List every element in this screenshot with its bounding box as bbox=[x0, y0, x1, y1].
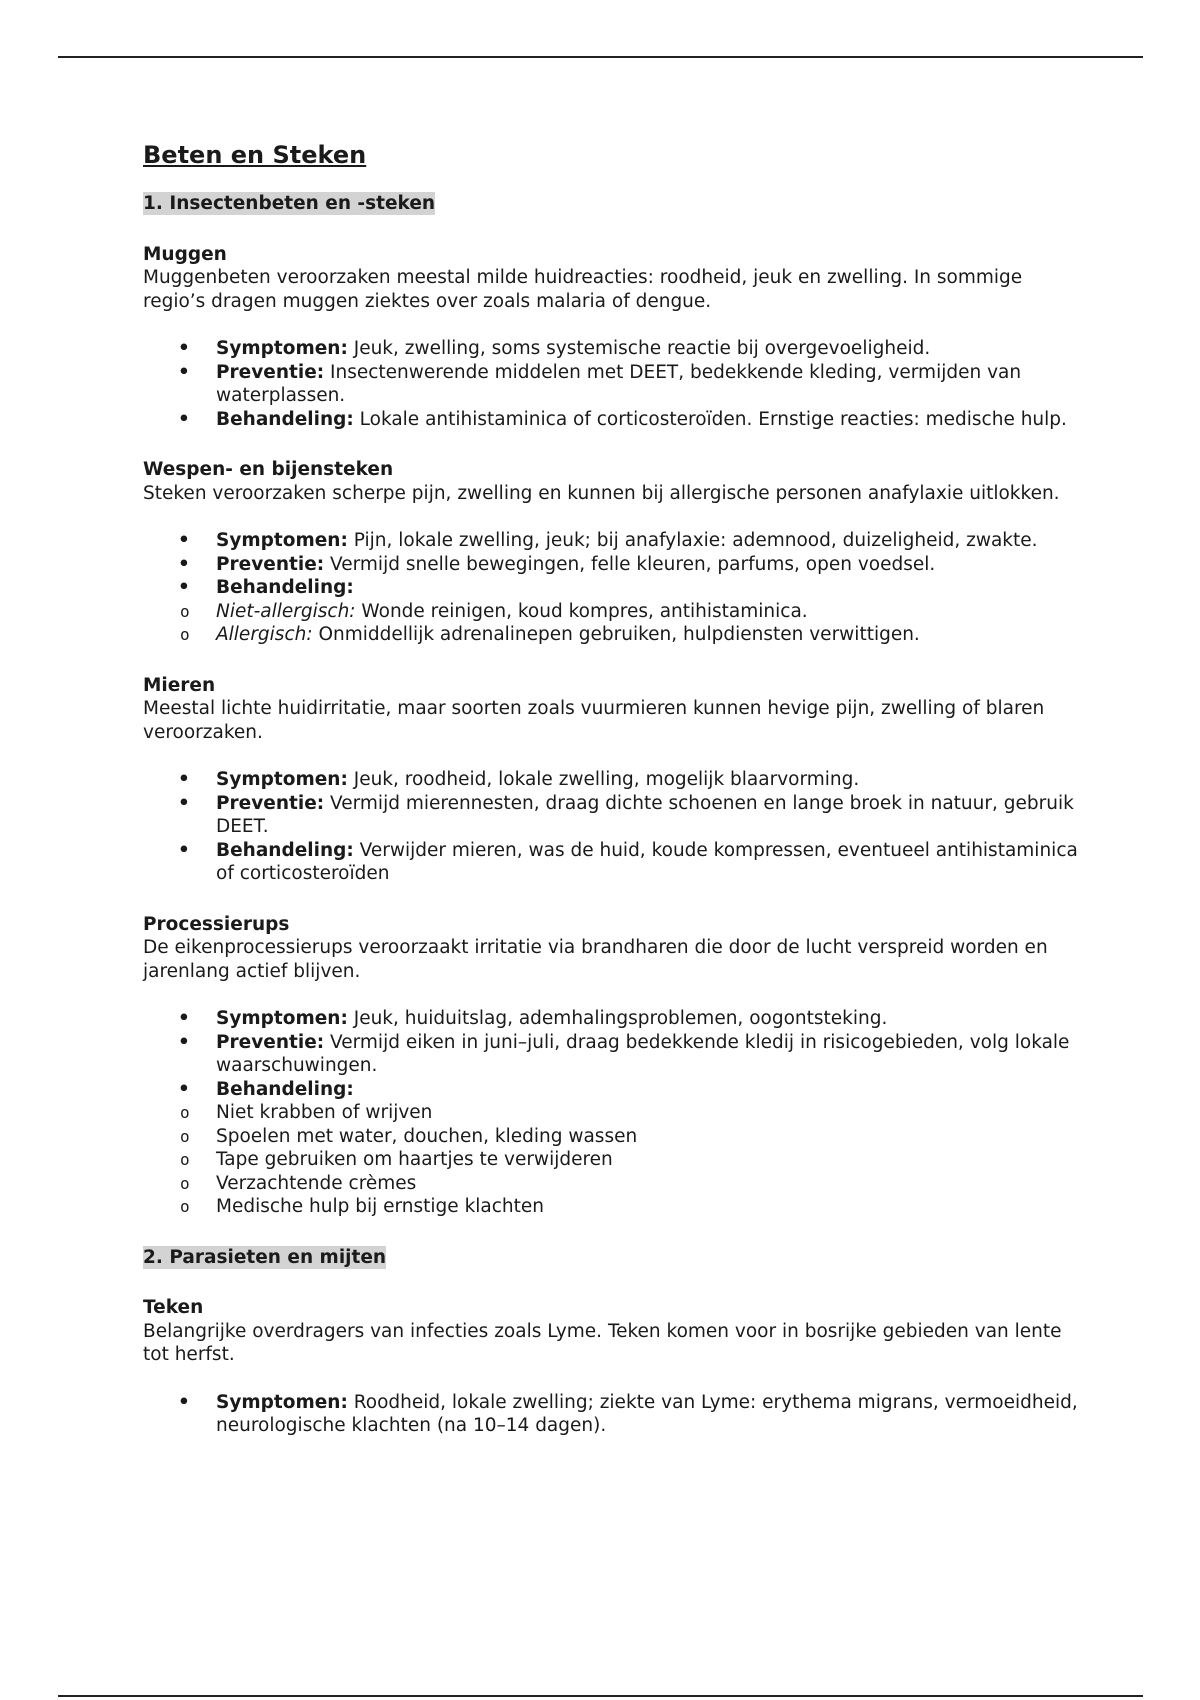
bullet-label: Symptomen: bbox=[216, 1008, 348, 1029]
sub-item-text: Verzachtende crèmes bbox=[216, 1172, 417, 1194]
bullet-text: Vermijd eiken in juni–juli, draag bedekkende kledij in risicogebieden, volg lokale waarschuwingen. bbox=[216, 1031, 1070, 1076]
bullet-text: Jeuk, zwelling, soms systemische reactie bij overgevoeligheid. bbox=[347, 338, 931, 359]
sub-list-item bbox=[216, 623, 1083, 647]
bullet-list bbox=[143, 1007, 1083, 1219]
topic-heading: Wespen- en bijensteken bbox=[143, 459, 394, 480]
list-item bbox=[143, 361, 1083, 408]
sub-list-item bbox=[216, 1195, 1083, 1219]
topic-block bbox=[143, 1296, 1083, 1438]
sub-list bbox=[216, 1101, 1083, 1219]
list-item bbox=[143, 1007, 1083, 1031]
list-item bbox=[143, 839, 1083, 886]
bullet-label: Symptomen: bbox=[216, 530, 348, 551]
list-item bbox=[143, 1078, 1083, 1219]
bullet-list bbox=[143, 337, 1083, 431]
list-item bbox=[143, 1031, 1083, 1078]
sub-item-label: Allergisch: bbox=[216, 624, 313, 645]
topic-heading: Mieren bbox=[143, 674, 216, 696]
topic-heading: Muggen bbox=[143, 243, 227, 265]
bullet-list bbox=[143, 529, 1083, 647]
sub-item-text: Wonde reinigen, koud kompres, antihistaminica. bbox=[355, 600, 808, 622]
sub-list-item bbox=[216, 1172, 1083, 1196]
bullet-text: Roodheid, lokale zwelling; ziekte van Lyme: erythema migrans, vermoeidheid, neurologische klachten (na 10–14 dagen). bbox=[216, 1391, 1078, 1436]
topic-heading: Teken bbox=[143, 1297, 204, 1318]
topic-intro: Steken veroorzaken scherpe pijn, zwelling en kunnen bij allergische personen anafylaxie uitlokken. bbox=[143, 482, 1060, 504]
sub-list-item bbox=[216, 1148, 1083, 1172]
list-item bbox=[143, 553, 1083, 577]
section-heading-block bbox=[143, 1246, 1083, 1270]
list-item bbox=[143, 1391, 1083, 1438]
bullet-text: Vermijd snelle bewegingen, felle kleuren, parfums, open voedsel. bbox=[324, 553, 936, 575]
sub-item-text: Onmiddellijk adrenalinepen gebruiken, hulpdiensten verwittigen. bbox=[312, 624, 920, 645]
bullet-label: Behandeling: bbox=[216, 1078, 354, 1100]
topic-intro: Muggenbeten veroorzaken meestal milde huidreacties: roodheid, jeuk en zwelling. In sommige regio’s dragen muggen ziektes over zoals malaria of dengue. bbox=[143, 267, 1023, 312]
bullet-text: Verwijder mieren, was de huid, koude kompressen, eventueel antihistaminica of corticosteroïden bbox=[216, 839, 1078, 884]
bullet-text: Insectenwerende middelen met DEET, bedekkende kleding, vermijden van waterplassen. bbox=[216, 361, 1022, 406]
header-rule bbox=[58, 56, 1143, 58]
bullet-text: Jeuk, huiduitslag, ademhalingsproblemen, oogontsteking. bbox=[347, 1008, 888, 1029]
bullet-label: Symptomen: bbox=[216, 1391, 348, 1413]
topic-intro: Belangrijke overdragers van infecties zoals Lyme. Teken komen voor in bosrijke gebieden van lente tot herfst. bbox=[143, 1320, 1062, 1365]
sub-item-text: Niet krabben of wrijven bbox=[216, 1102, 433, 1123]
bullet-text: Pijn, lokale zwelling, jeuk; bij anafylaxie: ademnood, duizeligheid, zwakte. bbox=[347, 530, 1038, 551]
topic-intro: De eikenprocessierups veroorzaakt irritatie via brandharen die door de lucht verspreid worden en jarenlang actief blijven. bbox=[143, 937, 1048, 982]
bullet-label: Preventie: bbox=[216, 1031, 325, 1053]
topic-intro: Meestal lichte huidirritatie, maar soorten zoals vuurmieren kunnen hevige pijn, zwelling of blaren veroorzaken. bbox=[143, 698, 1045, 743]
list-item bbox=[143, 408, 1083, 432]
bullet-label: Behandeling: bbox=[216, 577, 354, 598]
list-item bbox=[143, 337, 1083, 361]
sub-list bbox=[216, 600, 1083, 647]
topic-block bbox=[143, 674, 1083, 886]
bullet-label: Preventie: bbox=[216, 792, 325, 814]
list-item bbox=[143, 768, 1083, 792]
topic-block bbox=[143, 458, 1083, 647]
document-title: Beten en Steken bbox=[143, 141, 367, 169]
bullet-text: Lokale antihistaminica of corticosteroïden. Ernstige reacties: medische hulp. bbox=[353, 408, 1067, 430]
list-item bbox=[143, 792, 1083, 839]
bullet-label: Behandeling: bbox=[216, 839, 354, 861]
bullet-label: Preventie: bbox=[216, 361, 325, 383]
bullet-label: Symptomen: bbox=[216, 769, 348, 790]
section-heading-block bbox=[143, 192, 1083, 216]
topic-block bbox=[143, 243, 1083, 432]
bullet-list bbox=[143, 768, 1083, 886]
sub-item-label: Niet-allergisch: bbox=[216, 600, 356, 622]
sub-item-text: Tape gebruiken om haartjes te verwijderen bbox=[216, 1149, 613, 1170]
sub-item-text: Spoelen met water, douchen, kleding wassen bbox=[216, 1125, 638, 1147]
topic-block bbox=[143, 913, 1083, 1219]
list-item bbox=[143, 576, 1083, 647]
bullet-label: Preventie: bbox=[216, 553, 325, 575]
sub-list-item bbox=[216, 1125, 1083, 1149]
sub-item-text: Medische hulp bij ernstige klachten bbox=[216, 1196, 545, 1217]
bullet-list bbox=[143, 1391, 1083, 1438]
bullet-label: Symptomen: bbox=[216, 338, 348, 359]
document-body bbox=[143, 140, 1083, 1465]
sub-list-item bbox=[216, 1101, 1083, 1125]
bullet-text: Jeuk, roodheid, lokale zwelling, mogelijk blaarvorming. bbox=[347, 769, 860, 790]
topic-heading: Processierups bbox=[143, 913, 290, 935]
footer-rule bbox=[58, 1695, 1143, 1697]
section-heading: 2. Parasieten en mijten bbox=[143, 1246, 387, 1268]
section-heading: 1. Insectenbeten en -steken bbox=[143, 193, 436, 214]
bullet-text: Vermijd mierennesten, draag dichte schoenen en lange broek in natuur, gebruik DEET. bbox=[216, 792, 1074, 837]
list-item bbox=[143, 529, 1083, 553]
sub-list-item bbox=[216, 600, 1083, 624]
bullet-label: Behandeling: bbox=[216, 408, 354, 430]
